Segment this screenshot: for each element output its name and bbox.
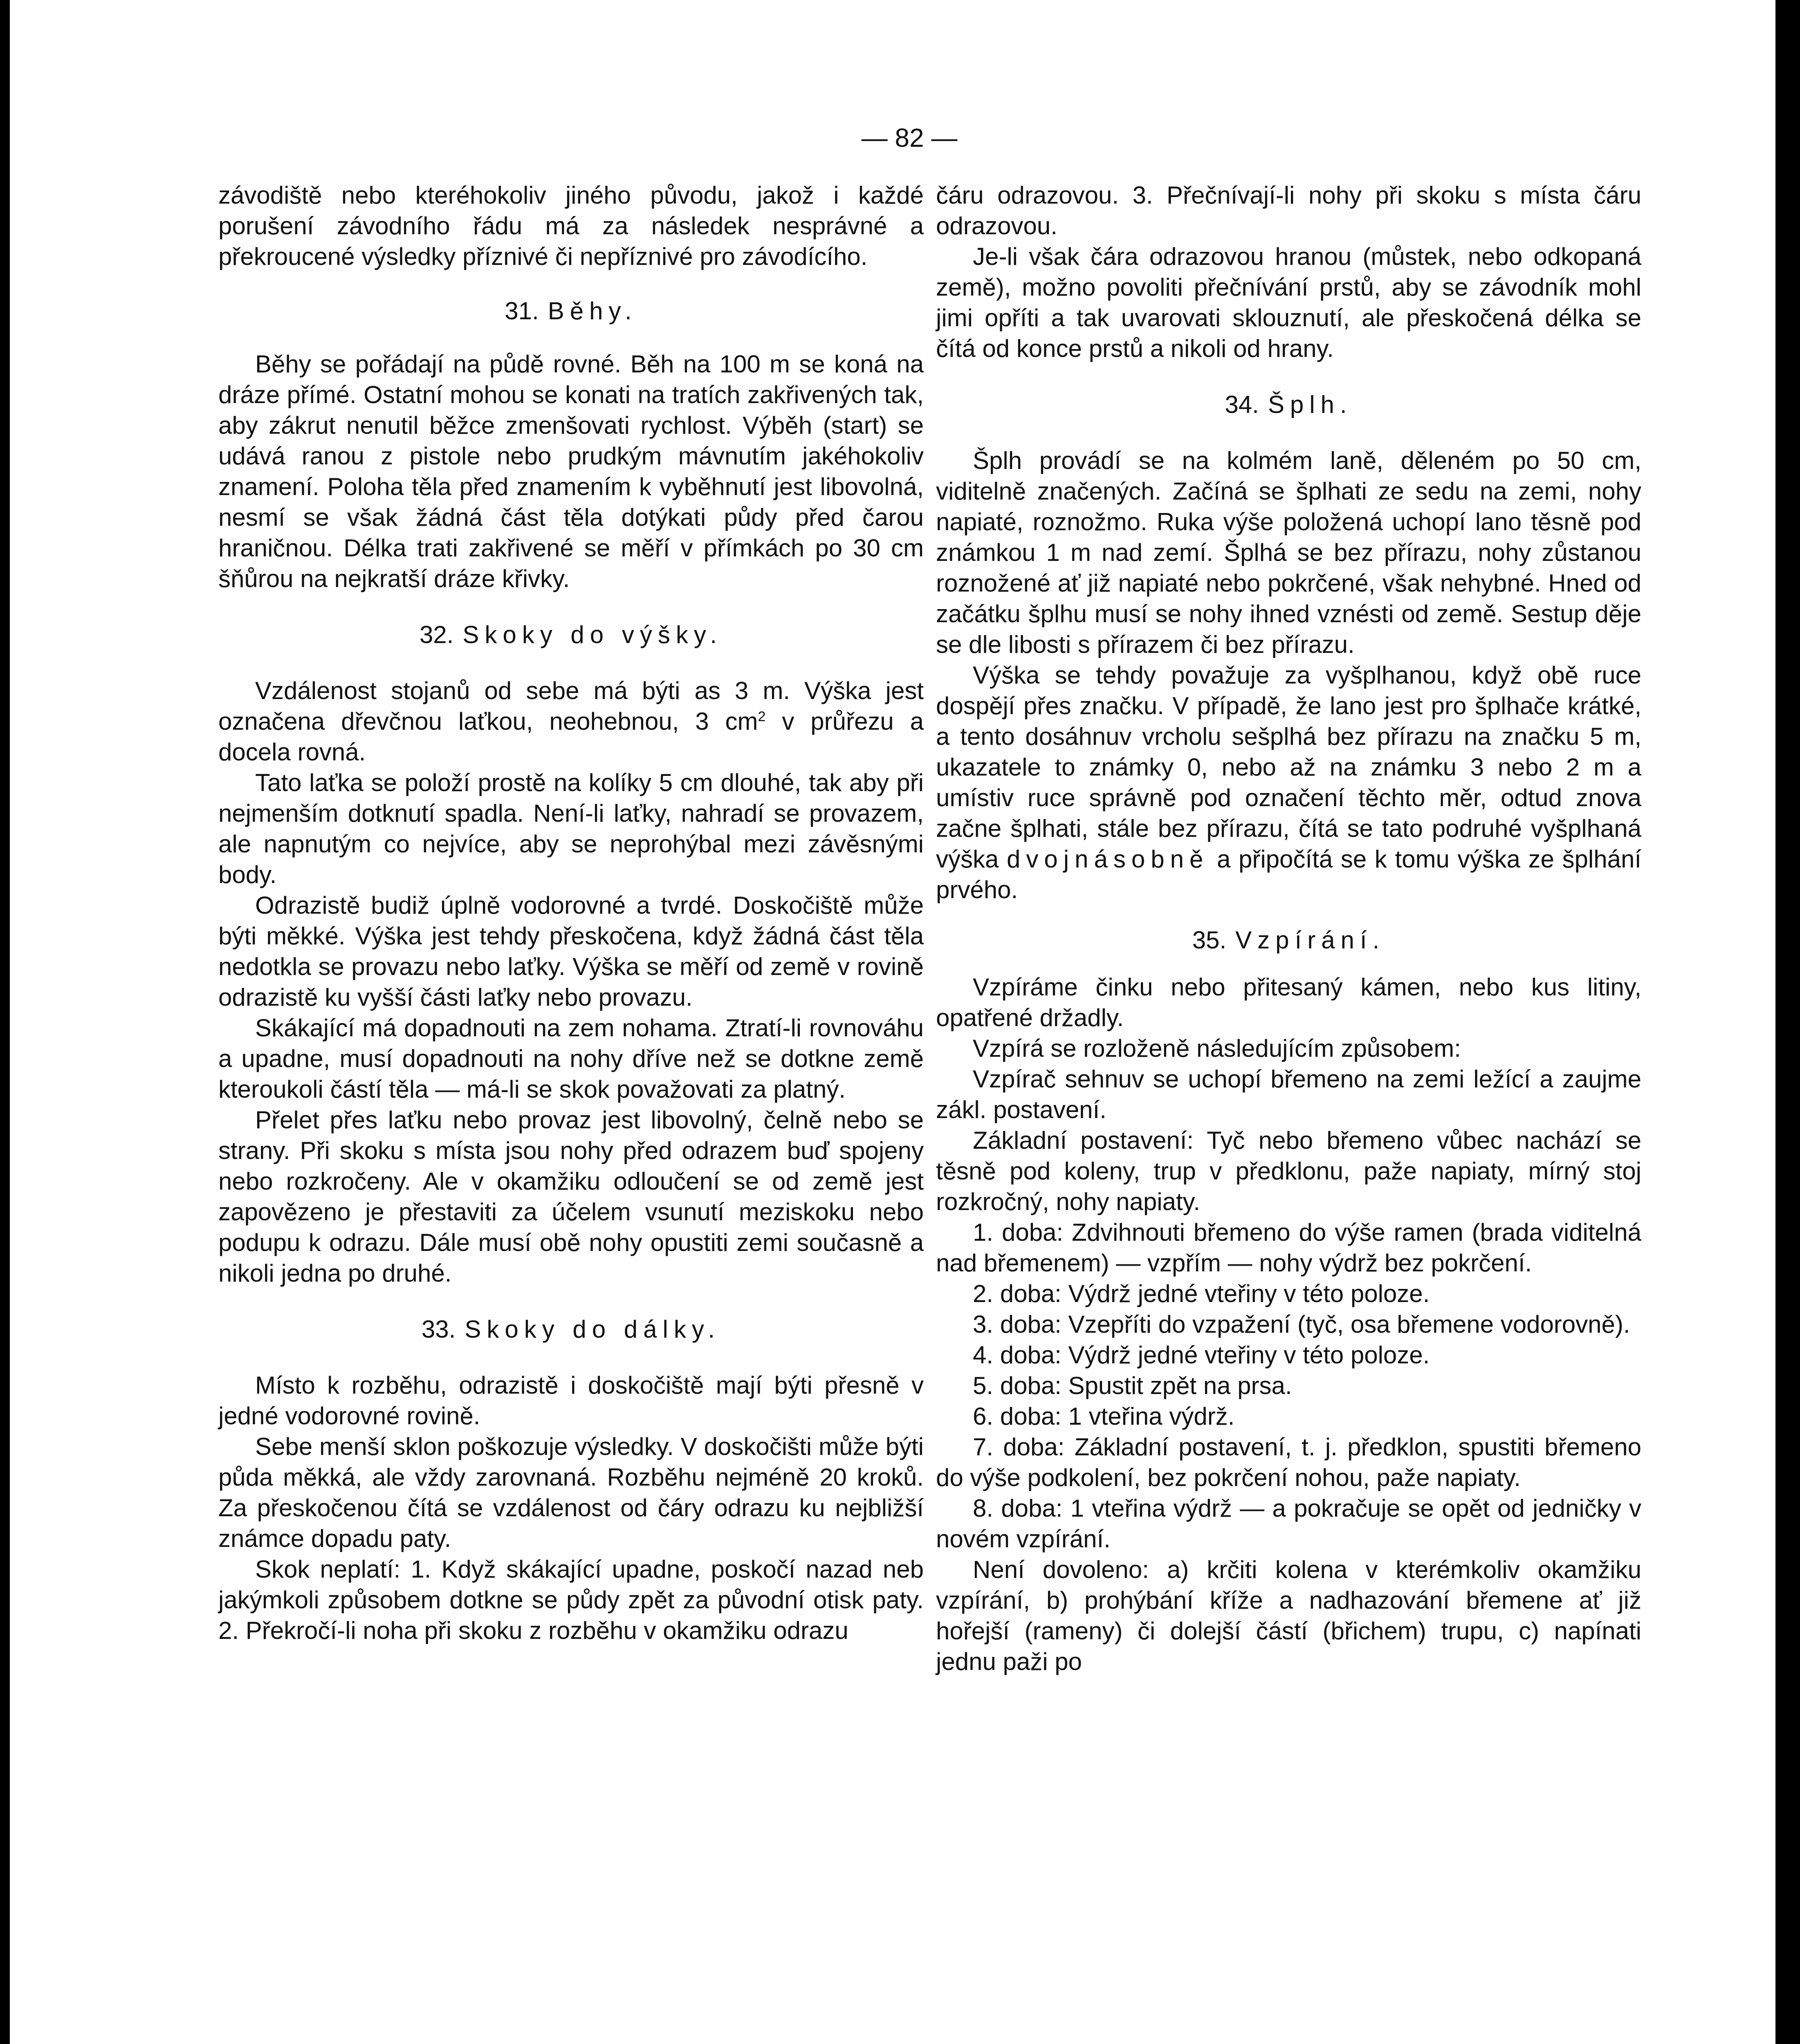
section-title: Běhy.	[548, 297, 637, 325]
section-heading-34	[936, 389, 1641, 420]
paragraph	[218, 675, 924, 767]
paragraph: Přelet přes laťku nebo provaz jest libovolný, čelně nebo se strany. Při skoku s místa jsou nohy před odrazem buď spojeny nebo rozkročeny. Ale v okamžiku odloučení se od země jest zapovězeno je přestaviti za účelem vsunutí meziskoku nebo podupu k odrazu. Dále musí obě nohy opustiti zemi současně a nikoli jedna po druhé.	[218, 1106, 924, 1287]
superscript: 2	[758, 709, 766, 724]
paragraph: 4. doba: Výdrž jedné vteřiny v této poloze.	[973, 1341, 1430, 1369]
paragraph: 5. doba: Spustit zpět na prsa.	[973, 1372, 1292, 1399]
text-run: Výška se tehdy považuje za vyšplhanou, když obě ruce dospějí přes značku. V případě, že lano jest pro šplhače krátké, a tento dosáhnuv vrcholu sešplhá bez přírazu na značku 5 m, ukazatele to známky 0, nebo až na známku 3 nebo 2 m a umístiv ruce správně pod označení těchto měr, odtud znova začne šplhati, stále bez přírazu, čítá se tato podruhé vyšplhaná výška	[936, 661, 1641, 873]
page-number: — 82 —	[861, 123, 958, 152]
paragraph: 7. doba: Základní postavení, t. j. předklon, spustiti břemeno do výše podkolení, bez pokrčení nohou, paže napiaty.	[936, 1433, 1641, 1491]
paragraph	[936, 660, 1641, 905]
paragraph: Skok neplatí: 1. Když skákající upadne, poskočí nazad neb jakýmkoli způsobem dotkne se půdy zpět za původní otisk paty. 2. Překročí-li noha při skoku z rozběhu v okamžiku odrazu	[218, 1555, 924, 1644]
paragraph: 3. doba: Vzepříti do vzpažení (tyč, osa břemene vodorovně).	[973, 1311, 1630, 1338]
section-heading-33	[218, 1314, 924, 1345]
section-number: 34.	[1225, 391, 1259, 418]
book-page	[10, 0, 1775, 2044]
section-number: 33.	[421, 1316, 456, 1343]
paragraph: 2. doba: Výdrž jedné vteřiny v této poloze.	[973, 1280, 1430, 1307]
paragraph: Tato laťka se položí prostě na kolíky 5 cm dlouhé, tak aby při nejmenším dotknutí spadla. Není-li laťky, nahradí se provazem, ale napnutým co nejvíce, aby se neprohýbal mezi závěsnými body.	[218, 769, 924, 888]
paragraph: 1. doba: Zdvihnouti břemeno do výše ramen (brada viditelná nad břemenem) — vzpřím — nohy výdrž bez pokrčení.	[936, 1219, 1641, 1277]
right-column	[936, 180, 1641, 1677]
paragraph: Vzpírá se rozloženě následujícím způsobem:	[973, 1035, 1461, 1062]
section-title: Skoky do dálky.	[465, 1316, 721, 1343]
paragraph: Odrazistě budiž úplně vodorovné a tvrdé. Doskočiště může býti měkké. Výška jest tehdy přeskočena, když žádná část těla nedotkla se provazu nebo laťky. Výška se měří od země v rovině odrazistě ku vyšší části laťky nebo provazu.	[218, 892, 924, 1011]
paragraph: Základní postavení: Tyč nebo břemeno vůbec nachází se těsně pod koleny, trup v předklonu, paže napiaty, mírný stoj rozkročný, nohy napiaty.	[936, 1127, 1641, 1215]
section-heading-35	[936, 925, 1641, 955]
section-title: Šplh.	[1268, 391, 1353, 418]
section-number: 31.	[505, 297, 539, 325]
section-title: Vzpírání.	[1235, 926, 1385, 954]
paragraph: Skákající má dopadnouti na zem nohama. Ztratí-li rovnováhu a upadne, musí dopadnouti na nohy dříve než se dotkne země kteroukoli částí těla — má-li se skok považovati za platný.	[218, 1014, 924, 1103]
paragraph: Běhy se pořádají na půdě rovné. Běh na 100 m se koná na dráze přímé. Ostatní mohou se konati na tratích zakřivených tak, aby zákrut nenutil běžce zmenšovati rychlost. Výběh (start) se udává ranou z pistole nebo prudkým mávnutím jakéhokoliv znamení. Poloha těla před znamením k vyběhnutí jest libovolná, nesmí se však žádná část těla dotýkati půdy před čarou hraničnou. Délka trati zakřivené se měří v přímkách po 30 cm šňůrou na nejkratší dráze křivky.	[218, 350, 924, 592]
section-title: Skoky do výšky.	[462, 621, 723, 648]
paragraph: 6. doba: 1 vteřina výdrž.	[973, 1403, 1235, 1430]
spaced-emphasis: dvojnásobně	[1007, 845, 1209, 873]
paragraph: Vzpírač sehnuv se uchopí břemeno na zemi ležící a zaujme zákl. postavení.	[936, 1065, 1641, 1123]
paragraph: Je-li však čára odrazovou hranou (můstek, nebo odkopaná země), možno povoliti přečnívání prstů, aby se závodník mohl jimi opříti a tak uvarovati sklouznutí, ale přeskočená délka se čítá od konce prstů a nikoli od hrany.	[936, 243, 1641, 362]
text-run: Vzdálenost stojanů od sebe má býti as 3 m. Výška jest označena dřevčnou laťkou, neohebnou, 3 cm	[218, 677, 924, 735]
paragraph: Šplh provádí se na kolmém laně, děleném po 50 cm, viditelně značených. Začíná se šplhati ze sedu na zemi, nohy napiaté, roznožmo. Ruka výše položená uchopí lano těsně pod známkou 1 m nad zemí. Šplhá se bez přírazu, nohy zůstanou roznožené ať již napiaté nebo pokrčené, však nehybné. Hned od začátku šplhu musí se nohy ihned vznésti od země. Sestup děje se dle libosti s přírazem či bez přírazu.	[936, 447, 1641, 658]
paragraph: Sebe menší sklon poškozuje výsledky. V doskočišti může býti půda měkká, ale vždy zarovnaná. Rozběhu nejméně 20 kroků. Za přeskočenou čítá se vzdálenost od čáry odrazu ku nejbližší známce dopadu paty.	[218, 1433, 924, 1552]
paragraph: závodiště nebo kteréhokoliv jiného původu, jakož i každé porušení závodního řádu má za následek nesprávné a překroucené výsledky příznivé či nepříznivé pro závodícího.	[218, 182, 924, 270]
section-heading-31	[218, 296, 924, 326]
paragraph: Není dovoleno: a) krčiti kolena v kterémkoliv okamžiku vzpírání, b) prohýbání kříže a nadhazování břemene ať již hořejší (rameny) či dolejší částí (břichem) trupu, c) napínati jednu paži po	[936, 1556, 1641, 1675]
paragraph: Vzpíráme činku nebo přitesaný kámen, nebo kus litiny, opatřené držadly.	[936, 973, 1641, 1031]
paragraph: 8. doba: 1 vteřina výdrž — a pokračuje se opět od jedničky v novém vzpírání.	[936, 1495, 1641, 1553]
section-number: 35.	[1192, 926, 1227, 954]
left-column	[218, 180, 924, 1646]
section-heading-32	[218, 619, 924, 650]
text-run: a připočítá se k tomu výška ze šplhání prvého.	[936, 845, 1642, 903]
paragraph: čáru odrazovou. 3. Přečnívají-li nohy při skoku s místa čáru odrazovou.	[936, 182, 1641, 240]
section-number: 32.	[419, 621, 454, 648]
text-run: v průřezu a docela rovná.	[218, 708, 924, 766]
paragraph: Místo k rozběhu, odrazistě i doskočiště mají býti přesně v jedné vodorovné rovině.	[218, 1372, 924, 1430]
